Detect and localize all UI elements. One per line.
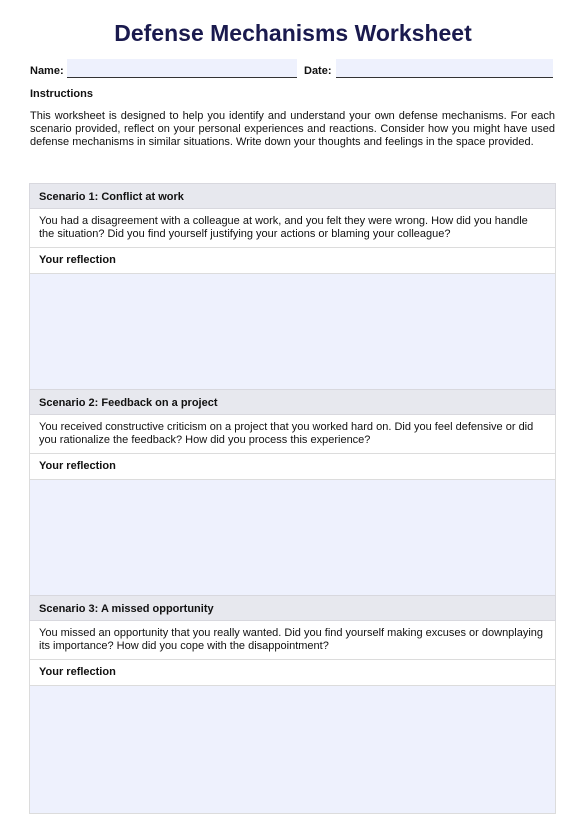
reflection-input-area[interactable] xyxy=(29,686,556,814)
reflection-input-area[interactable] xyxy=(29,274,556,390)
date-field[interactable] xyxy=(336,59,553,78)
reflection-input-area[interactable] xyxy=(29,480,556,596)
scenario-section-1 xyxy=(29,183,556,390)
page-title: Defense Mechanisms Worksheet xyxy=(114,20,472,46)
scenario-text: You missed an opportunity that you really wanted. Did you find yourself making excuses or downplaying its importance? How did you cope with the disappointment? xyxy=(29,621,556,660)
header-fields xyxy=(30,59,553,79)
scenario-section-3 xyxy=(29,595,556,814)
reflection-label: Your reflection xyxy=(29,248,556,274)
instructions-heading: Instructions xyxy=(30,88,93,100)
scenario-section-2 xyxy=(29,389,556,596)
scenario-heading: Scenario 2: Feedback on a project xyxy=(29,389,556,415)
name-label: Name: xyxy=(30,65,64,77)
instructions-text: This worksheet is designed to help you identify and understand your own defense mechanisms. For each scenario provided, reflect on your personal experiences and reactions. Consider how you might have used defense mechanisms in similar situations. Write down your thoughts and feelings in the space provided. xyxy=(30,110,555,148)
scenario-heading: Scenario 3: A missed opportunity xyxy=(29,595,556,621)
reflection-label: Your reflection xyxy=(29,660,556,686)
name-field[interactable] xyxy=(67,59,297,78)
scenario-text: You had a disagreement with a colleague at work, and you felt they were wrong. How did you handle the situation? Did you find yourself justifying your actions or blaming your colleague? xyxy=(29,209,556,248)
date-label: Date: xyxy=(304,65,332,77)
scenario-heading: Scenario 1: Conflict at work xyxy=(29,183,556,209)
reflection-label: Your reflection xyxy=(29,454,556,480)
scenario-text: You received constructive criticism on a project that you worked hard on. Did you feel defensive or did you rationalize the feedback? How did you process this experience? xyxy=(29,415,556,454)
